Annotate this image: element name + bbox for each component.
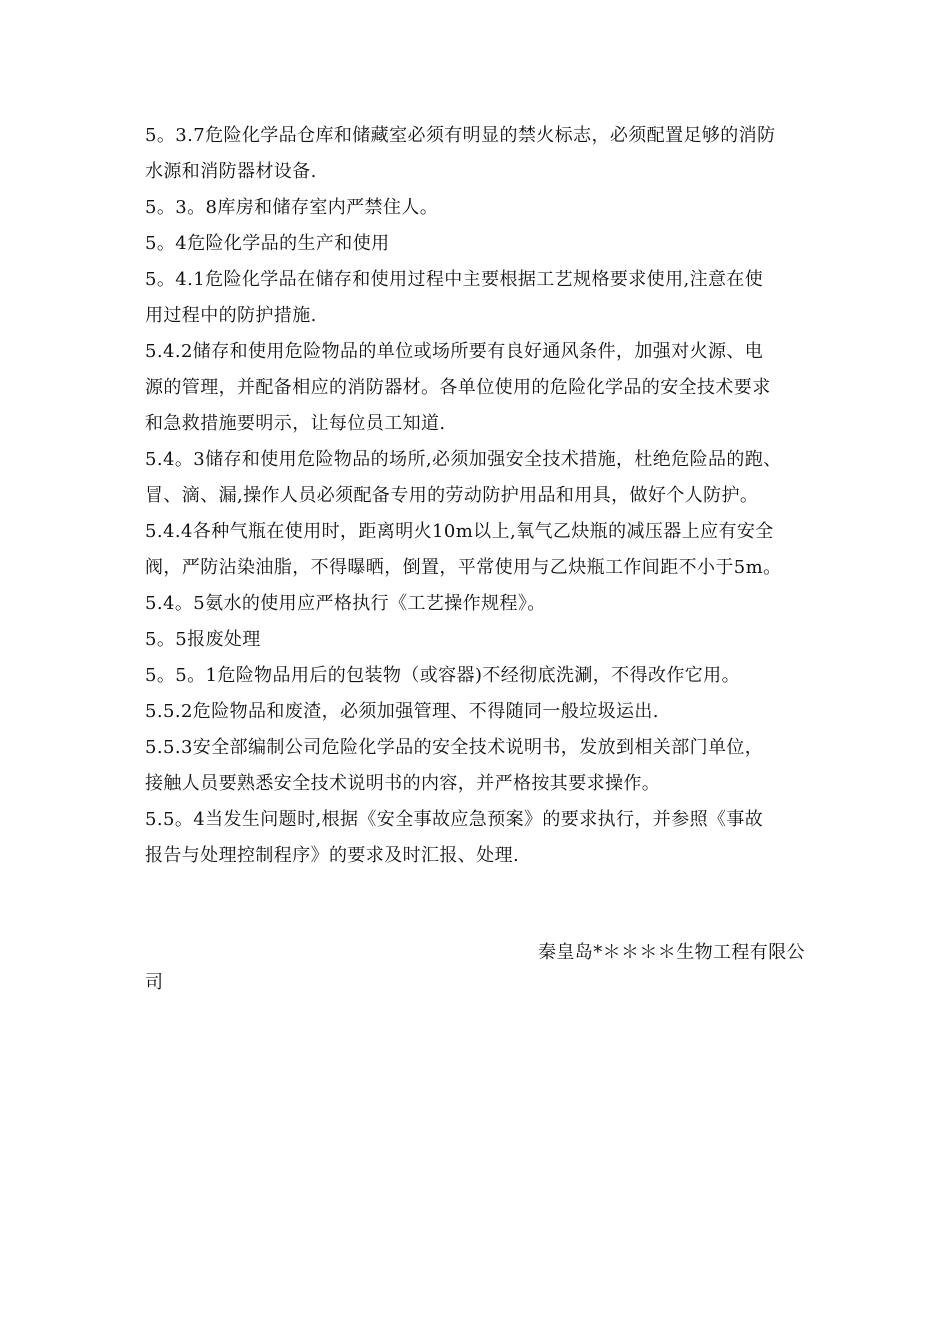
signature-line: 秦皇岛*＊＊＊＊生物工程有限公 — [538, 942, 805, 963]
paragraph-line: 冒、滴、漏,操作人员必须配备专用的劳动防护用品和用具，做好个人防护。 — [145, 485, 759, 506]
document-body — [145, 118, 815, 874]
paragraph-line: 5.4。3储存和使用危险物品的场所,必须加强安全技术措施，杜绝危险品的跑、 — [145, 449, 782, 470]
paragraph-line: 报告与处理控制程序》的要求及时汇报、处理. — [145, 845, 520, 866]
paragraph-line: 5。3.7危险化学品仓库和储藏室必须有明显的禁火标志，必须配置足够的消防 — [145, 125, 776, 146]
paragraph-line: 5.4。5氨水的使用应严格执行《工艺操作规程》。 — [145, 593, 546, 614]
section-heading: 5。5报废处理 — [145, 629, 261, 650]
paragraph-line: 5。3。8库房和储存室内严禁住人。 — [145, 197, 439, 218]
paragraph-line: 5.4.2储存和使用危险物品的单位或场所要有良好通风条件，加强对火源、电 — [145, 341, 764, 362]
paragraph-line: 水源和消防器材设备. — [145, 161, 317, 182]
paragraph-line: 和急救措施要明示，让每位员工知道. — [145, 413, 446, 434]
paragraph-line: 用过程中的防护措施. — [145, 305, 317, 326]
paragraph-line: 5.4.4各种气瓶在使用时，距离明火10m以上,氧气乙炔瓶的减压器上应有安全 — [145, 521, 774, 542]
paragraph-line: 5.5.3安全部编制公司危险化学品的安全技术说明书，发放到相关部门单位， — [145, 737, 764, 758]
paragraph-line: 5。4.1危险化学品在储存和使用过程中主要根据工艺规格要求使用,注意在使 — [145, 269, 764, 290]
paragraph-line: 源的管理，并配备相应的消防器材。各单位使用的危险化学品的安全技术要求 — [145, 377, 771, 398]
paragraph-line: 5.5.2危险物品和废渣，必须加强管理、不得随同一般垃圾运出. — [145, 701, 659, 722]
signature-line: 司 — [145, 972, 164, 993]
company-signature — [145, 938, 815, 998]
paragraph-line: 5.5。4当发生问题时,根据《安全事故应急预案》的要求执行，并参照《事故 — [145, 809, 764, 830]
paragraph-line: 阀，严防沾染油脂，不得曝晒，倒置，平常使用与乙炔瓶工作间距不小于5m。 — [145, 557, 782, 578]
paragraph-line: 接触人员要熟悉安全技术说明书的内容，并严格按其要求操作。 — [145, 773, 661, 794]
section-heading: 5。4危险化学品的生产和使用 — [145, 233, 390, 254]
paragraph-line: 5。5。1危险物品用后的包装物（或容器)不经彻底洗涮，不得改作它用。 — [145, 665, 740, 686]
